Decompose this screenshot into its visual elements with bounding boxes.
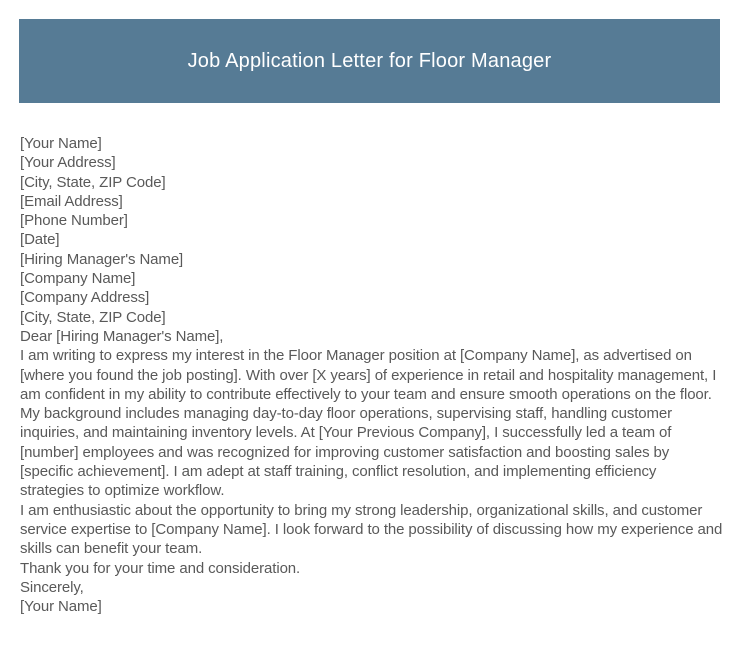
letter-paragraph-background: My background includes managing day-to-day floor operations, supervising staff, handling customer inquiries, and maintaining inventory levels. At [Your Previous Company], I successfully led a team of [number] employees and was recognized for improving customer satisfaction and boosting sales by [specific achievement]. I am adept at staff training, conflict resolution, and implementing efficiency strategies to optimize workflow. — [20, 405, 673, 500]
page-title: Job Application Letter for Floor Manager — [187, 49, 552, 72]
letter-paragraph-intro: I am writing to express my interest in the Floor Manager position at [Company Name], as advertised on [where you found the job posting]. With over [X years] of experience in retail and hospitality management, I am confident in my ability to contribute effectively to your team and ensure smooth operations on the floor. — [20, 347, 717, 403]
letter-paragraph-enthusiasm: I am enthusiastic about the opportunity to bring my strong leadership, organizational skills, and customer service expertise to [Company Name]. I look forward to the possibility of discussing how my experience and skills can benefit your team. — [20, 501, 723, 558]
recipient-address-line: [Company Address] — [20, 289, 150, 307]
salutation-line: Dear [Hiring Manager's Name], — [20, 327, 224, 345]
recipient-name-line: [Hiring Manager's Name] — [20, 250, 184, 268]
recipient-city-line: [City, State, ZIP Code] — [20, 308, 166, 326]
title-banner — [19, 19, 720, 103]
signature-line: [Your Name] — [20, 598, 102, 616]
sender-phone-line: [Phone Number] — [20, 212, 128, 230]
date-line: [Date] — [20, 231, 60, 249]
signoff-line: Sincerely, — [20, 578, 84, 596]
sender-email-line: [Email Address] — [20, 192, 123, 210]
sender-name-line: [Your Name] — [20, 135, 102, 152]
letter-body — [20, 134, 723, 616]
sender-address-line: [Your Address] — [20, 154, 116, 172]
sender-city-line: [City, State, ZIP Code] — [20, 173, 166, 191]
recipient-company-line: [Company Name] — [20, 270, 136, 288]
thanks-line: Thank you for your time and consideration. — [20, 559, 301, 577]
